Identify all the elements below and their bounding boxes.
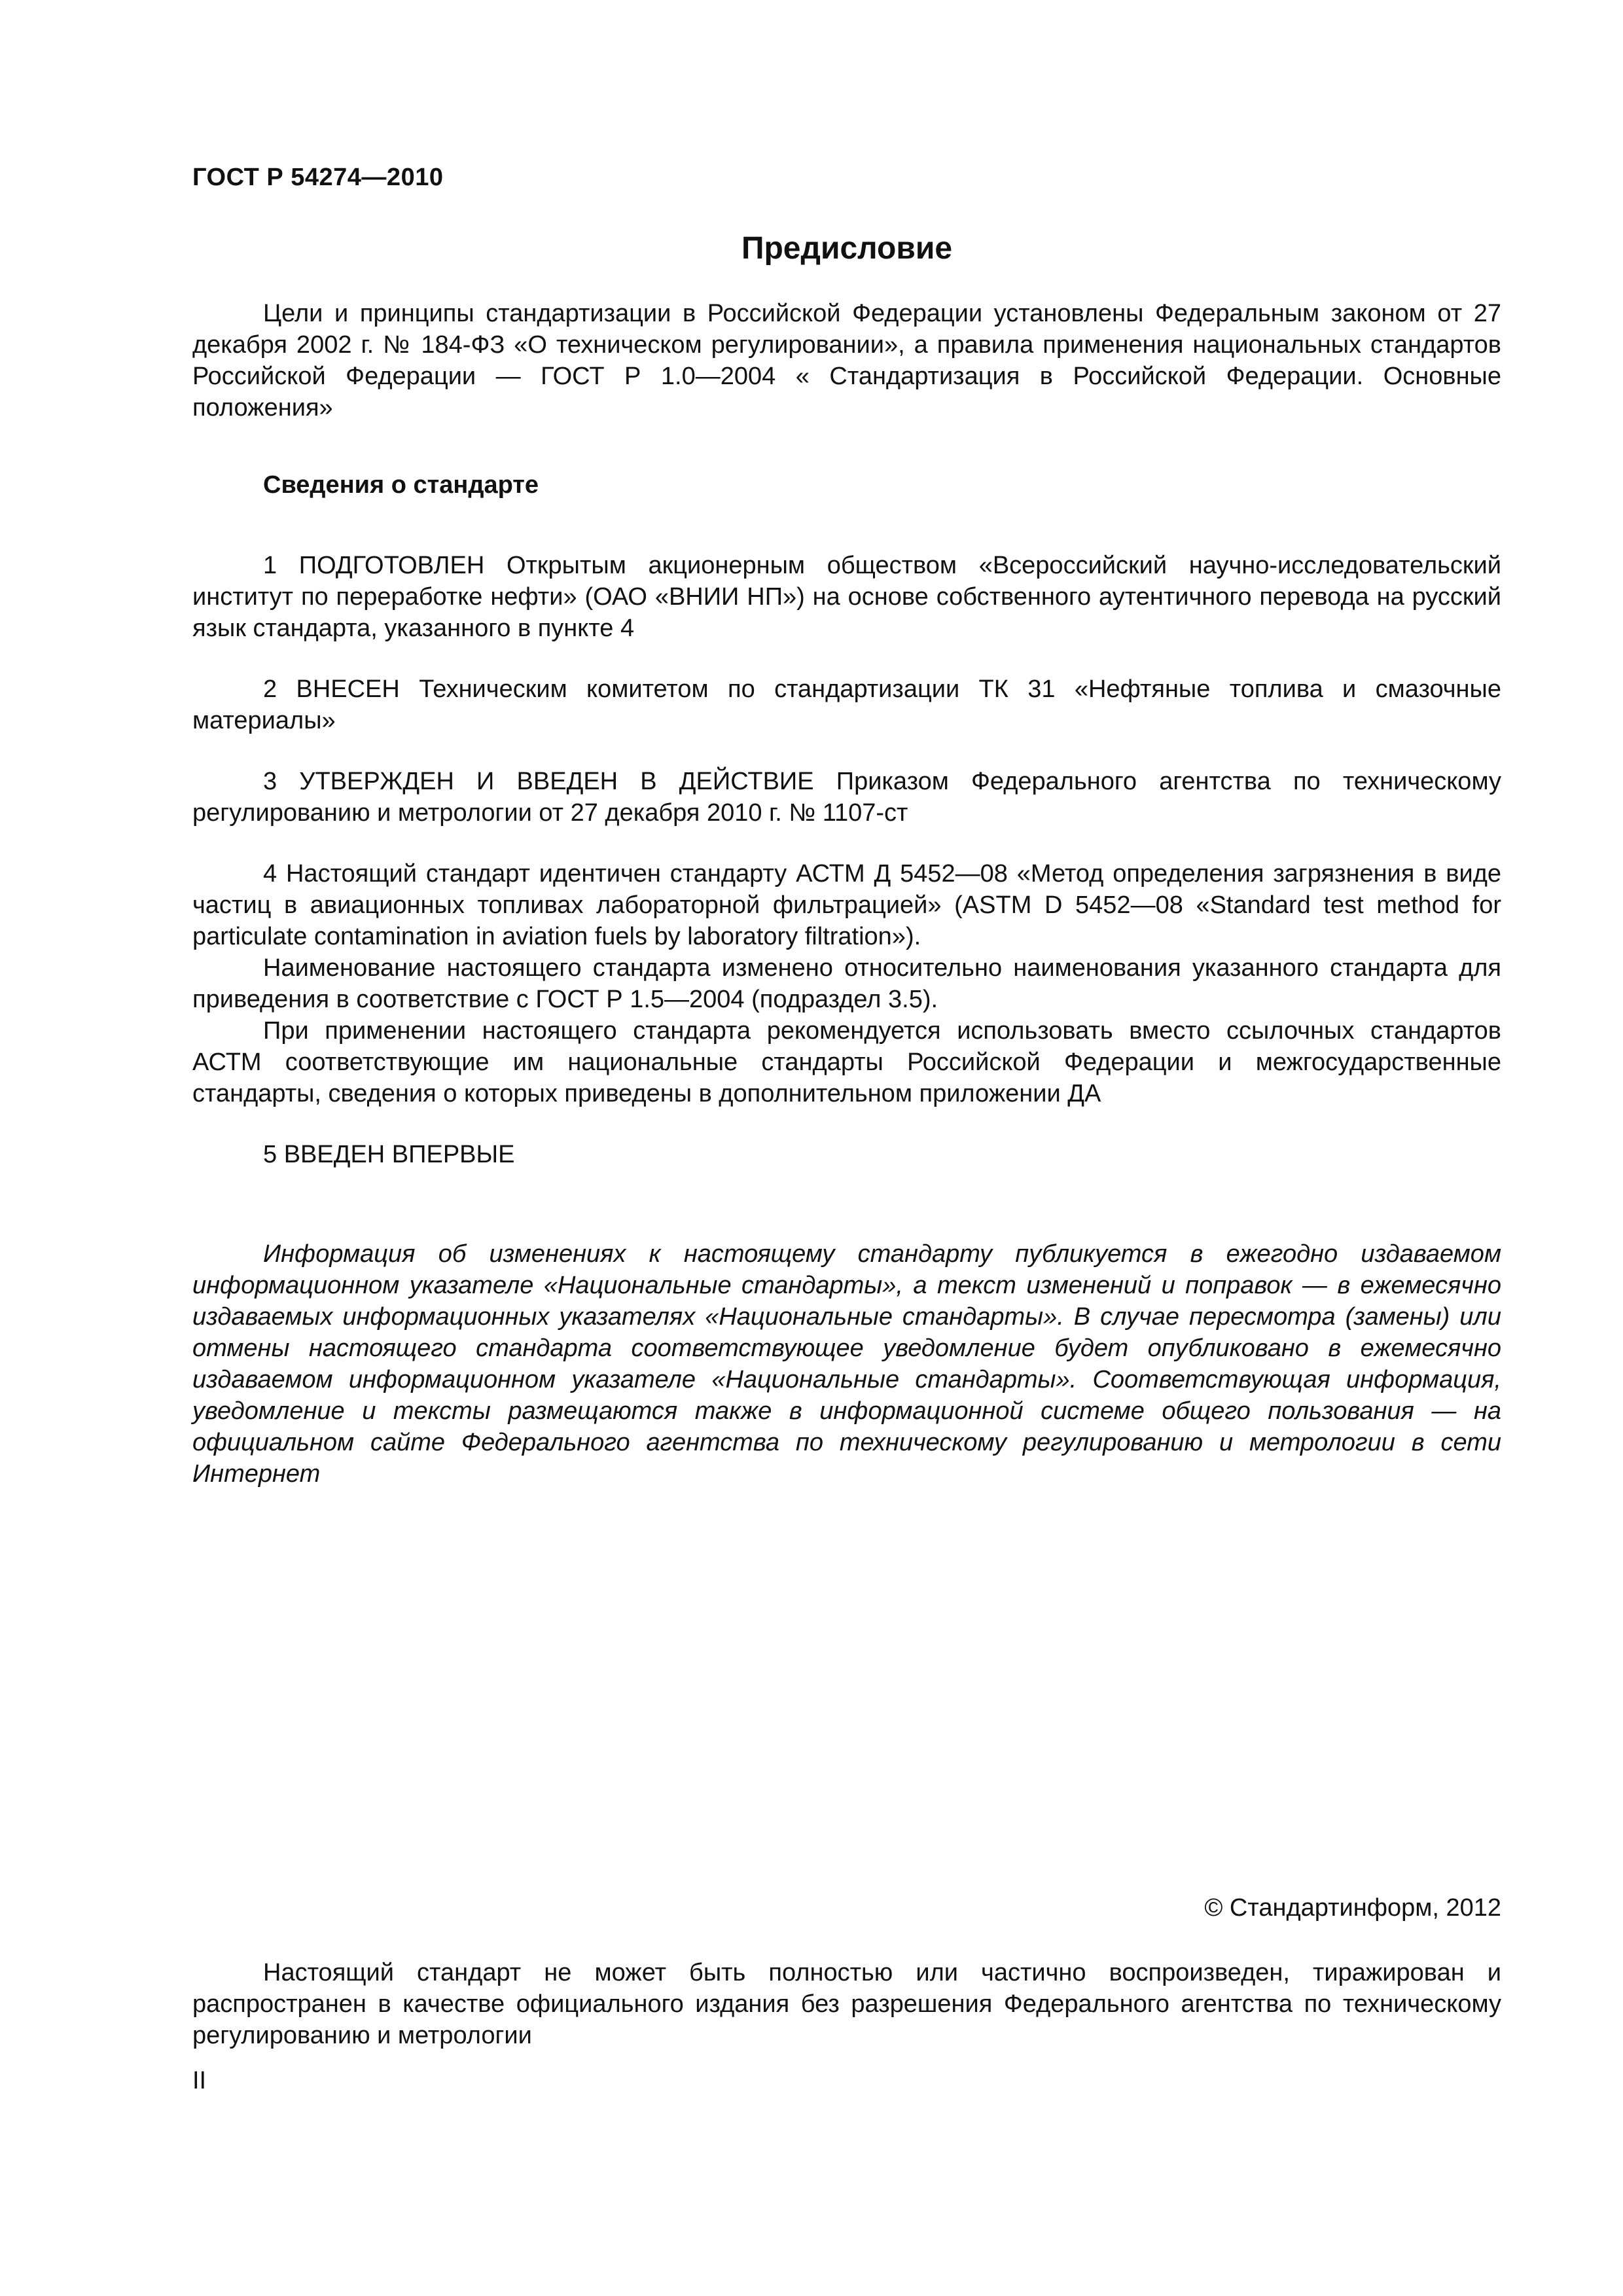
item-3-approved: 3 УТВЕРЖДЕН И ВВЕДЕН В ДЕЙСТВИЕ Приказом Федерального агентства по техническому регулированию и метрологии от 27 декабря 2010 г. № 1107-ст xyxy=(192,768,1501,827)
reproduction-rights-notice: Настоящий стандарт не может быть полностью или частично воспроизведен, тиражирован и распространен в качестве официального издания без разрешения Федерального агентства по техническому регулированию и метрологии xyxy=(192,1959,1501,2049)
intro-paragraph: Цели и принципы стандартизации в Российской Федерации установлены Федеральным законом от 27 декабря 2002 г. № 184-ФЗ «О техническом регулировании», а правила применения национальных стандартов Российской Федерации — ГОСТ Р 1.0—2004 « Стандартизация в Российской Федерации. Основные положения» xyxy=(192,300,1501,422)
item-5-first-introduced: 5 ВВЕДЕН ВПЕРВЫЕ xyxy=(263,1141,515,1168)
standard-code-header: ГОСТ Р 54274—2010 xyxy=(192,164,444,191)
item-2-introduced: 2 ВНЕСЕН Техническим комитетом по стандартизации ТК 31 «Нефтяные топлива и смазочные материалы» xyxy=(192,675,1501,734)
item-4-name-change: Наименование настоящего стандарта изменено относительно наименования указанного стандарта для приведения в соответствие с ГОСТ Р 1.5—2004 (подраздел 3.5). xyxy=(192,954,1501,1013)
item-1-prepared: 1 ПОДГОТОВЛЕН Открытым акционерным обществом «Всероссийский научно-исследовательский институт по переработке нефти» (ОАО «ВНИИ НП») на основе собственного аутентичного перевода на русский язык стандарта, указанного в пункте 4 xyxy=(192,552,1501,642)
page-title: Предисловие xyxy=(741,231,953,266)
item-4-identical: 4 Настоящий стандарт идентичен стандарту АСТМ Д 5452—08 «Метод определения загрязнения в виде частиц в авиационных топливах лабораторной фильтрацией» (ASTM D 5452—08 «Standard test method for particulate contamination in aviation fuels by laboratory filtration»). xyxy=(192,860,1501,950)
item-4-references: При применении настоящего стандарта рекомендуется использовать вместо ссылочных стандартов АСТМ соответствующие им национальные стандарты Российской Федерации и межгосударственные стандарты, сведения о которых приведены в дополнительном приложении ДА xyxy=(192,1017,1501,1107)
copyright-line: © Стандартинформ, 2012 xyxy=(1204,1894,1501,1922)
subheading-standard-info: Сведения о стандарте xyxy=(263,471,539,499)
preface-body xyxy=(192,298,1501,1170)
page-number: II xyxy=(192,2067,207,2094)
amendments-notice: Информация об изменениях к настоящему стандарту публикуется в ежегодно издаваемом информационном указателе «Национальные стандарты», а текст изменений и поправок — в ежемесячно издаваемых информационных указателях «Национальные стандарты». В случае пересмотра (замены) или отмены настоящего стандарта соответствующее уведомление будет опубликовано в ежемесячно издаваемом информационном указателе «Национальные стандарты». Соответствующая информация, уведомление и тексты размещаются также в информационной системе общего пользования — на официальном сайте Федерального агентства по техническому регулированию и метрологии в сети Интернет xyxy=(192,1240,1501,1488)
